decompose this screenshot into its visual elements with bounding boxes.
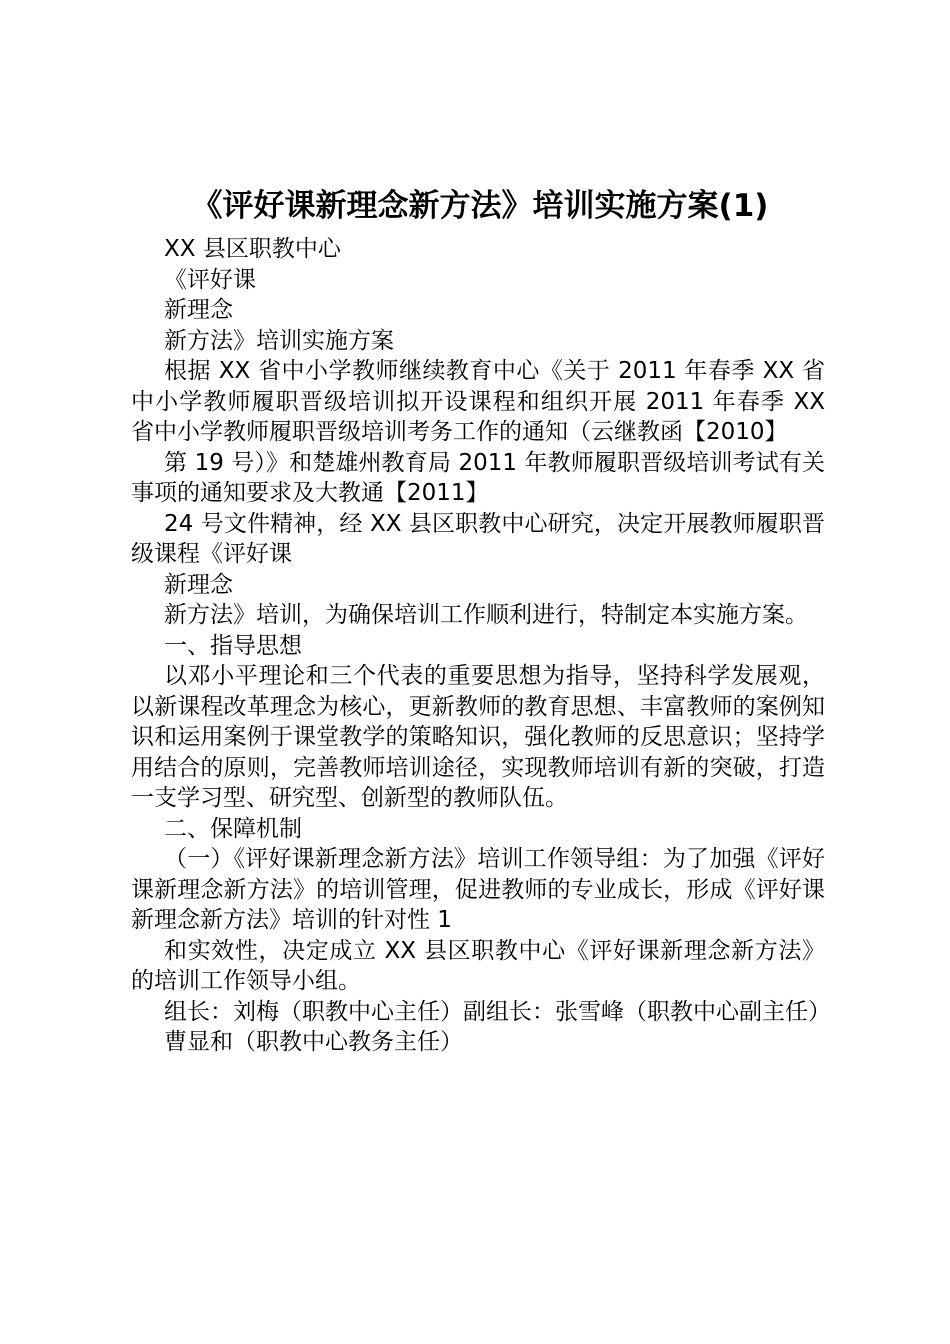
paragraph-school-name: XX 县区职教中心	[164, 236, 341, 262]
paragraph-course-line-1: 《评好课	[164, 266, 256, 293]
paragraph-notice: 第 19 号）》和楚雄州教育局 2011 年教师履职晋级培训考试有关事项的通知要求及大教通【2011】	[131, 449, 825, 506]
paragraph-course-line-2: 新理念	[164, 297, 233, 323]
paragraph-leadership-group: （一）《评好课新理念新方法》培训工作领导组：为了加强《评好课新理念新方法》的培训管理，促进教师的专业成长，形成《评好课新理念新方法》培训的针对性 1	[131, 846, 825, 933]
paragraph-basis: 根据 XX 省中小学教师继续教育中心《关于 2011 年春季 XX 省中小学教师履职晋级培训拟开设课程和组织开展 2011 年春季 XX 省中小学教师履职晋级培训考务工作的通知（云继教函【2010】	[131, 358, 825, 445]
section-heading-guarantee: 二、保障机制	[164, 815, 302, 842]
paragraph-course-line-3: 新方法》培训实施方案	[164, 327, 394, 354]
paragraph-group-member: 曹显和（职教中心教务主任）	[164, 1029, 463, 1055]
paragraph-guiding-ideology: 以邓小平理论和三个代表的重要思想为指导，坚持科学发展观，以新课程改革理念为核心，更新教师的教育思想、丰富教师的案例知识和运用案例于课堂教学的策略知识，强化教师的反思意识；坚持学用结合的原则，完善教师培训途径，实现教师培训有新的突破，打造一支学习型、研究型、创新型的教师队伍。	[131, 663, 825, 811]
paragraph-decision: 24 号文件精神，经 XX 县区职教中心研究，决定开展教师履职晋级课程《评好课	[131, 510, 825, 567]
document-body	[131, 234, 831, 1058]
section-heading-guiding-ideology: 一、指导思想	[164, 632, 302, 659]
paragraph-effectiveness: 和实效性，决定成立 XX 县区职教中心《评好课新理念新方法》的培训工作领导小组。	[131, 937, 825, 994]
paragraph-purpose: 新方法》培训，为确保培训工作顺利进行，特制定本实施方案。	[164, 602, 808, 628]
paragraph-group-leaders: 组长：刘梅（职教中心主任）副组长：张雪峰（职教中心副主任）	[164, 998, 831, 1025]
document-title: 《评好课新理念新方法》培训实施方案(1)	[191, 188, 769, 224]
paragraph-course-line-4: 新理念	[164, 571, 233, 598]
